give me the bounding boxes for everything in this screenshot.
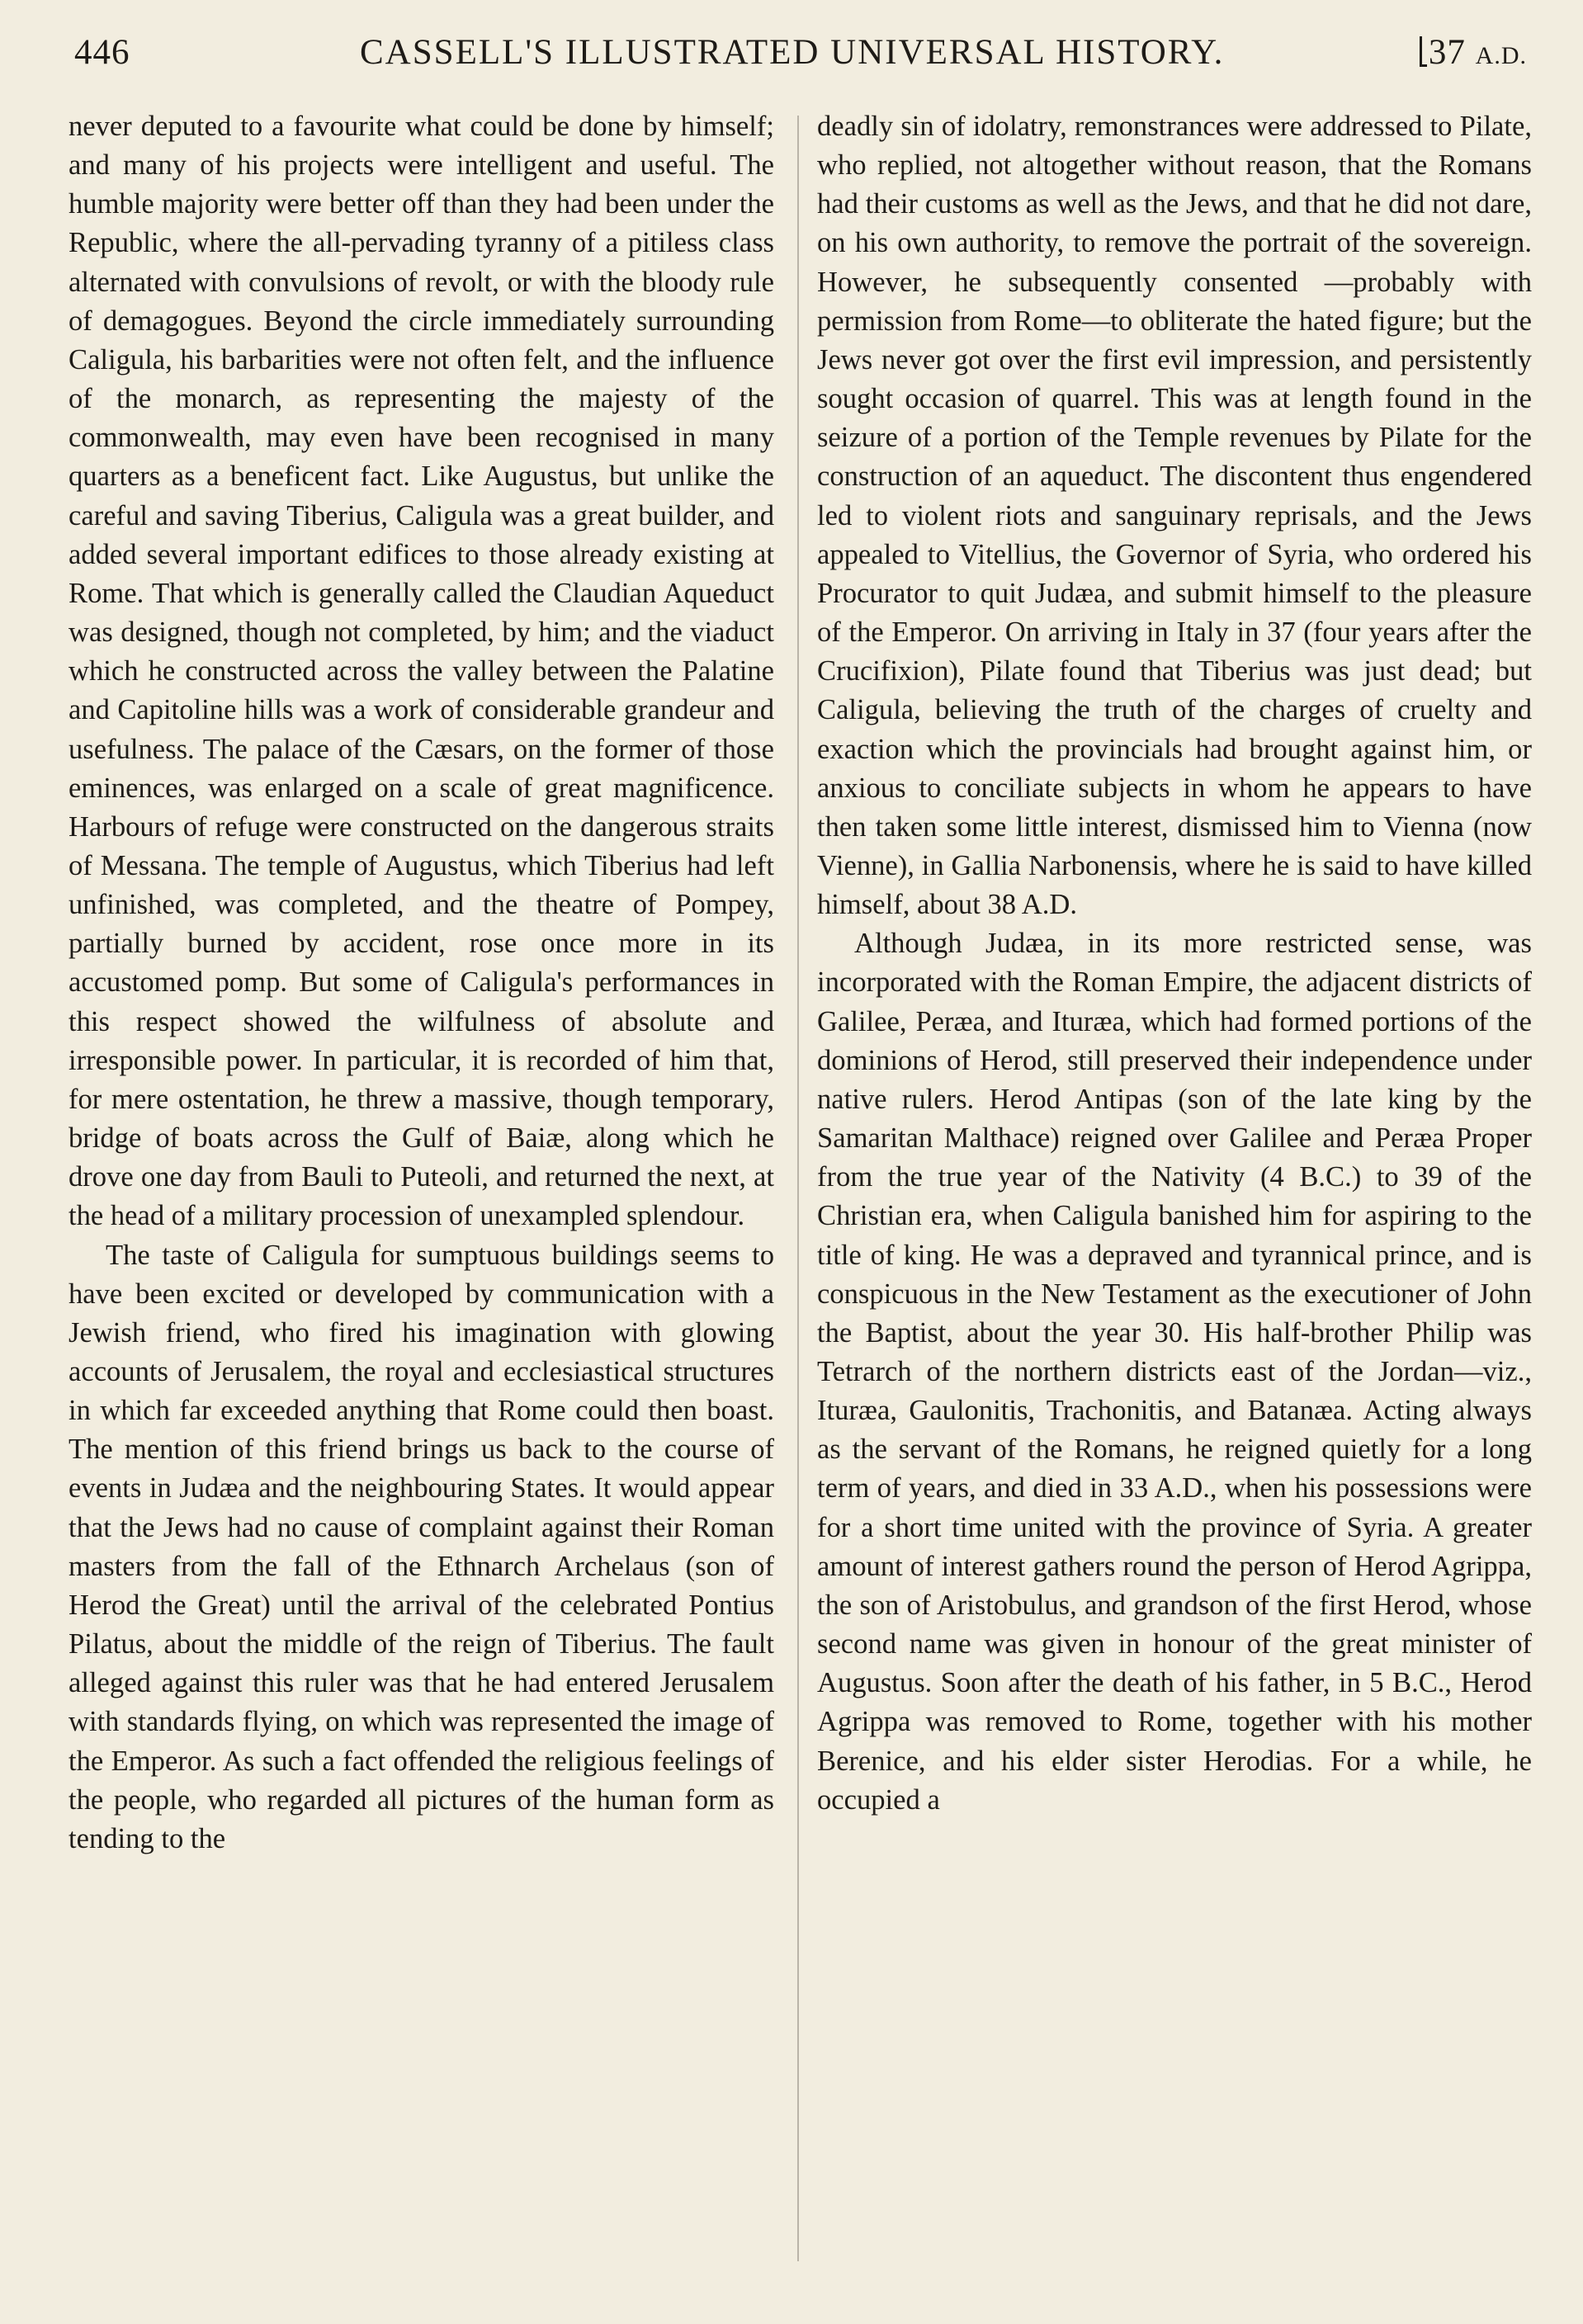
running-date bbox=[1420, 28, 1527, 81]
paragraph: never deputed to a favourite what could be done by himself; and many of his projects were intelligent and useful. The humble majority were better off than they had been under the Republic, where the all-pervading tyranny of a pitiless class alternated with convulsions of revolt, or with the bloody rule of demagogues. Beyond the circle immediately surrounding Caligula, his barbarities were not often felt, and the influence of the monarch, as representing the majesty of the commonwealth, may even have been recognised in many quarters as a beneficent fact. Like Augustus, but unlike the careful and saving Tiberius, Caligula was a great builder, and added several important edifices to those already existing at Rome. That which is generally called the Claudian Aqueduct was designed, though not completed, by him; and the viaduct which he constructed across the valley between the Palatine and Capitoline hills was a work of considerable grandeur and usefulness. The palace of the Cæsars, on the former of those eminences, was enlarged on a scale of great magnificence. Harbours of refuge were constructed on the dangerous straits of Messana. The temple of Augustus, which Tiberius had left unfinished, was completed, and the theatre of Pompey, partially burned by accident, rose once more in its accustomed pomp. But some of Caligula's performances in this respect showed the wilfulness of absolute and irresponsible power. In particular, it is recorded of him that, for mere ostentation, he threw a massive, though temporary, bridge of boats across the Gulf of Baiæ, along which he drove one day from Bauli to Puteoli, and returned the next, at the head of a military procession of unexampled splendour. bbox=[69, 111, 774, 1232]
running-date-era: A.D. bbox=[1475, 42, 1527, 69]
paragraph: deadly sin of idolatry, remonstrances were addressed to Pilate, who replied, not altogether without reason, that the Romans had their customs as well as the Jews, and that he did not dare, on his own authority, to remove the portrait of the sovereign. However, he subsequently consented —probably with permission from Rome—to obliterate the hated figure; but the Jews never got over the first evil impression, and persistently sought occasion of quarrel. This was at length found in the seizure of a portion of the Temple revenues by Pilate for the construction of an aqueduct. The discontent thus engendered led to violent riots and sanguinary reprisals, and the Jews appealed to Vitellius, the Governor of Syria, who ordered his Procurator to quit Judæa, and submit himself to the pleasure of the Emperor. On arriving in Italy in 37 (four years after the Crucifixion), Pilate found that Tiberius was just dead; but Caligula, believing the truth of the charges of cruelty and exaction which the provincials had brought against him, or anxious to conciliate subjects in whom he appears to have then taken some little interest, dismissed him to Vienna (now Vienne), in Gallia Narbonensis, where he is said to have killed himself, about 38 A.D. bbox=[817, 111, 1532, 921]
paragraph: Although Judæa, in its more restricted sense, was incorporated with the Roman Empire, the adjacent districts of Galilee, Peræa, and Ituræa, which had formed portions of the dominions of Herod, still preserved their independence under native rulers. Herod Antipas (son of the late king by the Samaritan Malthace) reigned over Galilee and Peræa Proper from the true year of the Nativity (4 B.C.) to 39 of the Christian era, when Caligula banished him for aspiring to the title of king. He was a depraved and tyrannical prince, and is conspicuous in the New Testament as the executioner of John the Baptist, about the year 30. His half-brother Philip was Tetrarch of the northern districts east of the Jordan—viz., Ituræa, Gaulonitis, Trachonitis, and Batanæa. Acting always as the servant of the Romans, he reigned quietly for a long term of years, and died in 33 A.D., when his possessions were for a short time united with the province of Syria. A greater amount of interest gathers round the person of Herod Agrippa, the son of Aristobulus, and grandson of the first Herod, whose second name was given in honour of the great minister of Augustus. Soon after the death of his father, in 5 B.C., Herod Agrippa was removed to Rome, together with his mother Berenice, and his elder sister Herodias. For a while, he occupied a bbox=[817, 928, 1532, 1816]
running-head bbox=[66, 28, 1543, 78]
left-column bbox=[69, 107, 774, 1859]
running-date-number: 37 bbox=[1428, 33, 1466, 72]
paragraph: The taste of Caligula for sumptuous buildings seems to have been excited or developed by communication with a Jewish friend, who fired his imagination with glowing accounts of Jerusalem, the royal and ecclesiastical structures in which far exceeded anything that Rome could then boast. The mention of this friend brings us back to the course of events in Judæa and the neighbouring States. It would appear that the Jews had no cause of complaint against their Roman masters from the fall of the Ethnarch Archelaus (son of Herod the Great) until the arrival of the celebrated Pontius Pilatus, about the middle of the reign of Tiberius. The fault alleged against this ruler was that he had entered Jerusalem with standards flying, on which was represented the image of the Emperor. As such a fact offended the religious feelings of the people, who regarded all pictures of the human form as tending to the bbox=[69, 1239, 774, 1854]
right-column bbox=[817, 107, 1532, 1820]
page-number: 446 bbox=[74, 33, 130, 72]
column-divider bbox=[797, 116, 799, 2261]
bracket-mark bbox=[1420, 36, 1427, 67]
running-title: CASSELL'S ILLUSTRATED UNIVERSAL HISTORY. bbox=[360, 33, 1225, 72]
